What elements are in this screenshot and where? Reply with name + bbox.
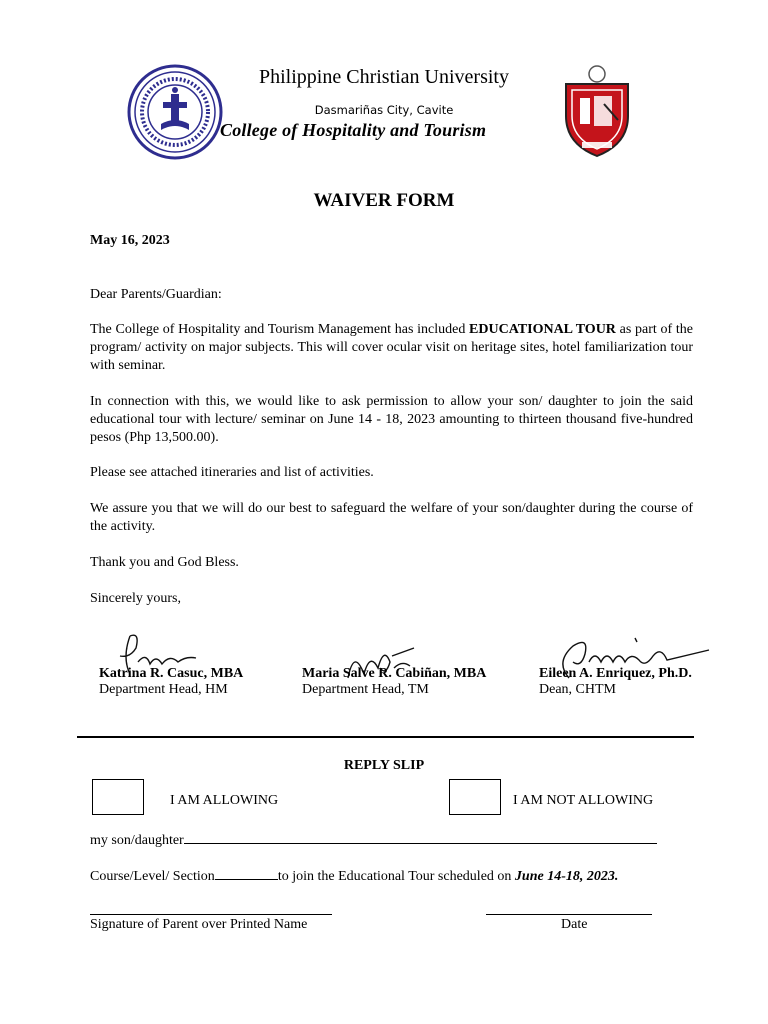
closing-line: Sincerely yours,: [90, 591, 181, 606]
parent-signature-label: Signature of Parent over Printed Name: [90, 917, 308, 932]
schedule-dates: June 14-18, 2023.: [514, 869, 619, 884]
paragraph-1-before: The College of Hospitality and Tourism Management has included: [90, 322, 470, 337]
paragraph-1-emphasis: EDUCATIONAL TOUR: [469, 322, 616, 337]
thanks-line: Thank you and God Bless.: [90, 555, 239, 570]
greeting: Dear Parents/Guardian:: [90, 287, 222, 302]
signatory-2-name: Maria Salve R. Cabiñan, MBA: [302, 666, 487, 681]
son-daughter-name-field[interactable]: [184, 829, 657, 844]
paragraph-1-after: as part of the program/ activity on major subjects. This will cover ocular visit on heritage sites, hotel familiarization tour with seminar.: [90, 322, 693, 373]
university-city: Dasmariñas City, Cavite: [314, 103, 454, 117]
course-label: Course/Level/ Section: [90, 869, 215, 884]
cut-line-divider: [77, 736, 694, 738]
course-after-text: to join the Educational Tour scheduled on: [277, 869, 515, 884]
signatory-2-title: Department Head, TM: [302, 682, 429, 697]
signatory-1-name: Katrina R. Casuc, MBA: [99, 666, 244, 681]
reply-slip-title: REPLY SLIP: [343, 758, 425, 773]
parent-signature-line[interactable]: [90, 914, 332, 915]
paragraph-3: Please see attached itineraries and list of activities.: [90, 465, 374, 480]
university-name: Philippine Christian University: [259, 66, 509, 88]
signatory-1-title: Department Head, HM: [99, 682, 228, 697]
paragraph-2: In connection with this, we would like to ask permission to allow your son/ daughter to join the said educational tour with lecture/ seminar on June 14 - 18, 2023 amounting to thirteen thousand five-hundred pesos (Php 13,500.00).: [90, 394, 693, 445]
not-allowing-label: I AM NOT ALLOWING: [513, 793, 654, 808]
signatory-3-title: Dean, CHTM: [539, 682, 616, 697]
son-daughter-row: [90, 829, 657, 849]
letter-date: May 16, 2023: [90, 233, 170, 248]
paragraph-1: [90, 321, 693, 375]
form-title: WAIVER FORM: [313, 190, 455, 211]
college-name: College of Hospitality and Tourism: [220, 120, 487, 140]
not-allowing-checkbox[interactable]: [449, 779, 501, 815]
son-daughter-label: my son/daughter: [90, 833, 184, 848]
date-label: Date: [561, 917, 588, 932]
signatory-1: [99, 666, 243, 698]
signatory-2: [302, 666, 486, 698]
paragraph-4: We assure you that we will do our best to safeguard the welfare of your son/daughter during the course of the activity.: [90, 501, 693, 534]
signatory-3: [539, 666, 692, 698]
allowing-checkbox[interactable]: [92, 779, 144, 815]
allowing-label: I AM ALLOWING: [170, 793, 279, 808]
course-section-field[interactable]: [215, 865, 278, 880]
course-row: [90, 865, 618, 885]
signatory-3-name: Eileen A. Enriquez, Ph.D.: [539, 666, 692, 681]
date-signature-line[interactable]: [486, 914, 652, 915]
